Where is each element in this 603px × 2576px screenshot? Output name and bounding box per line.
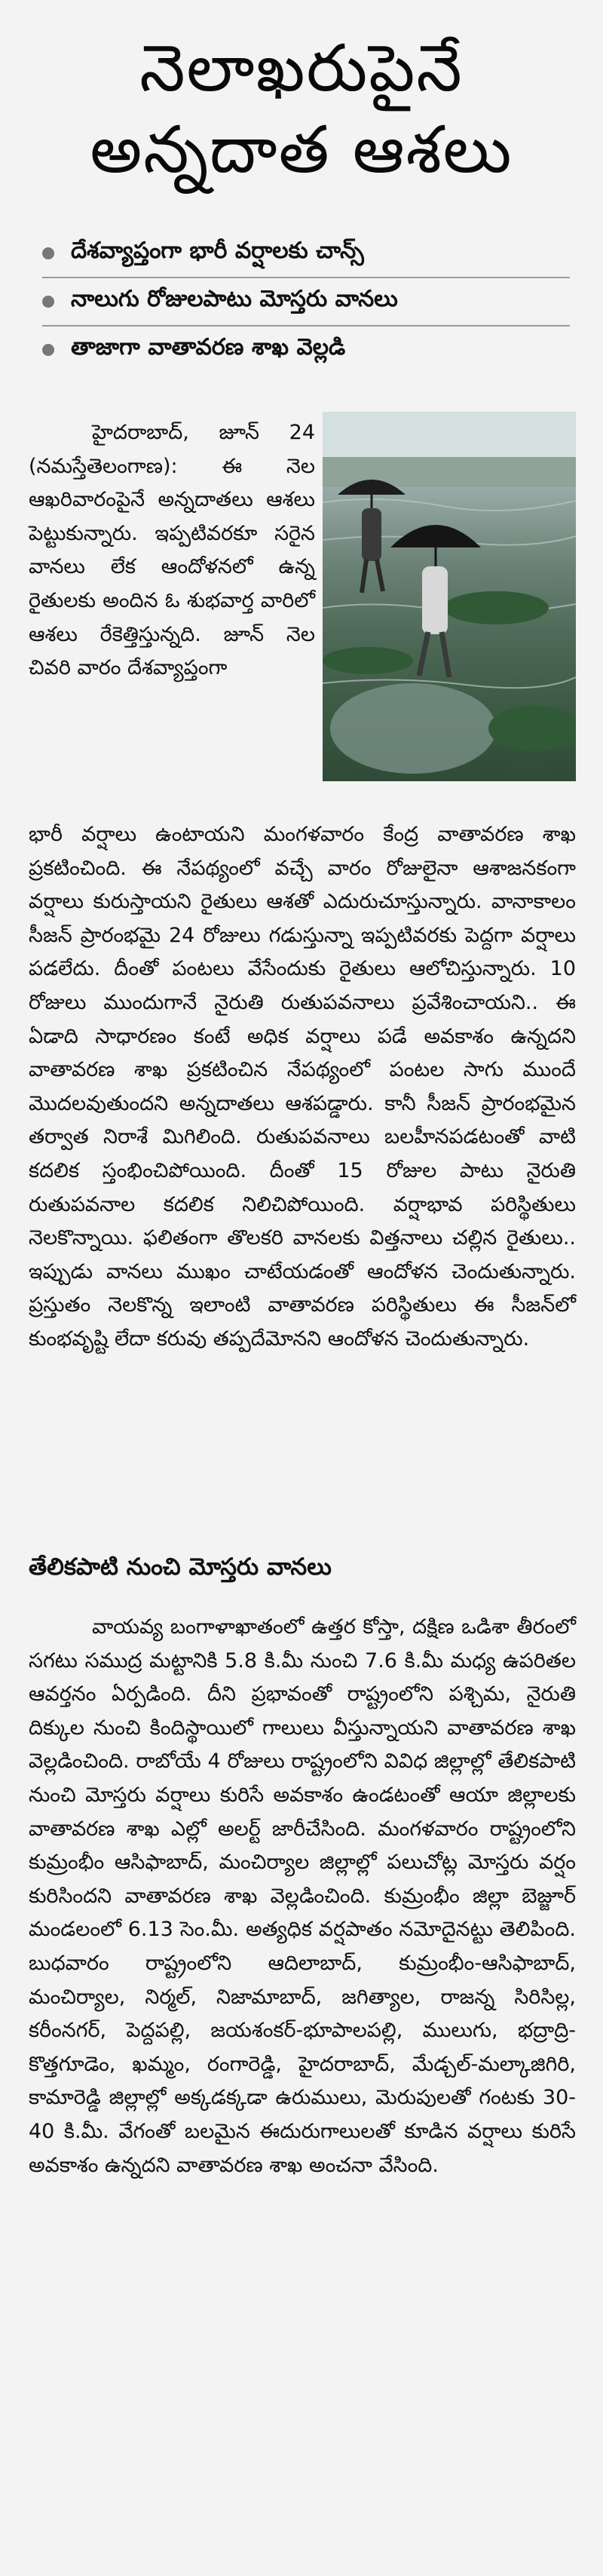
bullet-icon [42, 247, 54, 259]
article-intro-wide [29, 818, 576, 1357]
article-paragraph: వాయవ్య బంగాళాఖాతంలో ఉత్తర కోస్తా, దక్షిణ ఒడిశా తీరంలో సగటు సముద్ర మట్టానికి 5.8 కి.మీ నుంచి 7.6 కి.మీ మధ్య ఉపరితల ఆవర్తనం ఏర్పడింది. దీని ప్రభావంతో రాష్ట్రంలోని పశ్చిమ, నైరుతి దిక్కుల నుంచి కిందిస్థాయిలో గాలులు వీస్తున్నాయని వాతావరణ శాఖ వెల్లడించింది. రాబోయే 4 రోజులు రాష్ట్రంలోని వివిధ జిల్లాల్లో తేలికపాటి నుంచి మోస్తరు వర్షాలు కురిసే అవకాశం ఉండటంతో ఆయా జిల్లాలకు వాతావరణ శాఖ ఎల్లో అలర్ట్ జారీచేసింది. మంగళవారం రాష్ట్రంలోని కుమ్రంభీం ఆసిఫాబాద్, మంచిర్యాల జిల్లాల్లో పలుచోట్ల మోస్తరు వర్షం కురిసిందని వాతావరణ శాఖ వెల్లడించింది. కుమ్రంభీం జిల్లా బెజ్జూర్ మండలంలో 6.13 సెం.మీ. అత్యధిక వర్షపాతం నమోదైనట్టు తెలిపింది. బుధవారం రాష్ట్రంలోని ఆదిలాబాద్, కుమ్రంభీం-ఆసిఫాబాద్, మంచిర్యాల, నిర్మల్, నిజామాబాద్, జగిత్యాల, రాజన్న సిరిసిల్ల, కరీంనగర్, పెద్దపల్లి, జయశంకర్-భూపాలపల్లి, ములుగు, భద్రాద్రి-కొత్తగూడెం, ఖమ్మం, రంగారెడ్డి, హైదరాబాద్, మేడ్చల్-మల్కాజిగిరి, కామారెడ్డి జిల్లాల్లో అక్కడక్కడా ఉరుములు, మెరుపులతో గంటకు 30-40 కి.మీ. వేగంతో బలమైన ఈదురుగాలులతో కూడిన వర్షాలు కురిసే అవకాశం ఉన్నదని వాతావరణ శాఖ అంచనా వేసింది. [29, 1615, 576, 2177]
subhead-text: దేశవ్యాప్తంగా భారీ వర్షాలకు చాన్స్ [71, 238, 364, 264]
article-intro-narrow [29, 416, 315, 685]
bullet-icon [42, 296, 54, 308]
subhead-item [42, 278, 570, 327]
bullet-icon [42, 344, 54, 356]
farmers-in-rain-photo [323, 412, 576, 781]
subhead-item [42, 230, 570, 278]
subhead-text: నాలుగు రోజులపాటు మోస్తరు వానలు [71, 286, 398, 312]
article-paragraph: భారీ వర్షాలు ఉంటాయని మంగళవారం కేంద్ర వాతావరణ శాఖ ప్రకటించింది. ఈ నేపథ్యంలో వచ్చే వారం రోజులైనా ఆశాజనకంగా వర్షాలు కురుస్తాయని రైతులు ఆశతో ఎదురుచూస్తున్నారు. వానాకాలం సీజన్ ప్రారంభమై 24 రోజులు గడుస్తున్నా ఇప్పటివరకు పెద్దగా వర్షాలు పడలేదు. దీంతో పంటలు వేసేందుకు రైతులు ఆలోచిస్తున్నారు. 10 రోజులు ముందుగానే నైరుతి రుతుపవనాలు ప్రవేశించాయని.. ఈ ఏడాది సాధారణం కంటే అధిక వర్షాలు పడే అవకాశం ఉన్నదని వాతావరణ శాఖ ప్రకటించిన నేపథ్యంలో పంటల సాగు ముందే మొదలవుతుందని అన్నదాతలు ఆశపడ్డారు. కానీ సీజన్ ప్రారంభమైన తర్వాత నిరాశే మిగిలింది. రుతుపవనాలు బలహీనపడటంతో వాటి కదలిక స్తంభించిపోయింది. దీంతో 15 రోజుల పాటు నైరుతి రుతుపవనాల కదలిక నిలిచిపోయింది. వర్షాభావ పరిస్థితులు నెలకొన్నాయి. ఫలితంగా తొలకరి వానలకు విత్తనాలు చల్లిన రైతులు.. ఇప్పుడు వానలు ముఖం చాటేయడంతో ఆందోళన చెందుతున్నారు. ప్రస్తుతం నెలకొన్న ఇలాంటి వాతావరణ పరిస్థితులు ఈ సీజన్‌లో కుంభవృష్టి లేదా కరువు తప్పదేమోనని ఆందోళన చెందుతున్నారు. [29, 823, 576, 1351]
photo-illustration [323, 412, 576, 781]
subhead-text: తాజాగా వాతావరణ శాఖ వెల్లడి [71, 334, 346, 360]
article-section-body [29, 1611, 576, 2182]
section-title: తేలికపాటి నుంచి మోస్తరు వానలు [29, 1553, 332, 1581]
subhead-item [42, 327, 570, 373]
headline-line-1: నెలాఖరుపైనే [139, 31, 464, 107]
article-paragraph: హైదరాబాద్, జూన్ 24 (నమస్తేతెలంగాణ): ఈ నెల ఆఖరివారంపైనే అన్నదాతలు ఆశలు పెట్టుకున్నారు. ఇప్పటివరకూ సరైన వానలు లేక ఆందోళనలో ఉన్న రైతులకు అందిన ఓ శుభవార్త వారిలో ఆశలు రేకెత్తిస్తున్నది. జూన్ నెల చివరి వారం దేశవ్యాప్తంగా [29, 421, 315, 680]
headline-line-2: అన్నదాత ఆశలు [90, 112, 513, 189]
subheads [42, 230, 570, 373]
headline [30, 29, 573, 189]
